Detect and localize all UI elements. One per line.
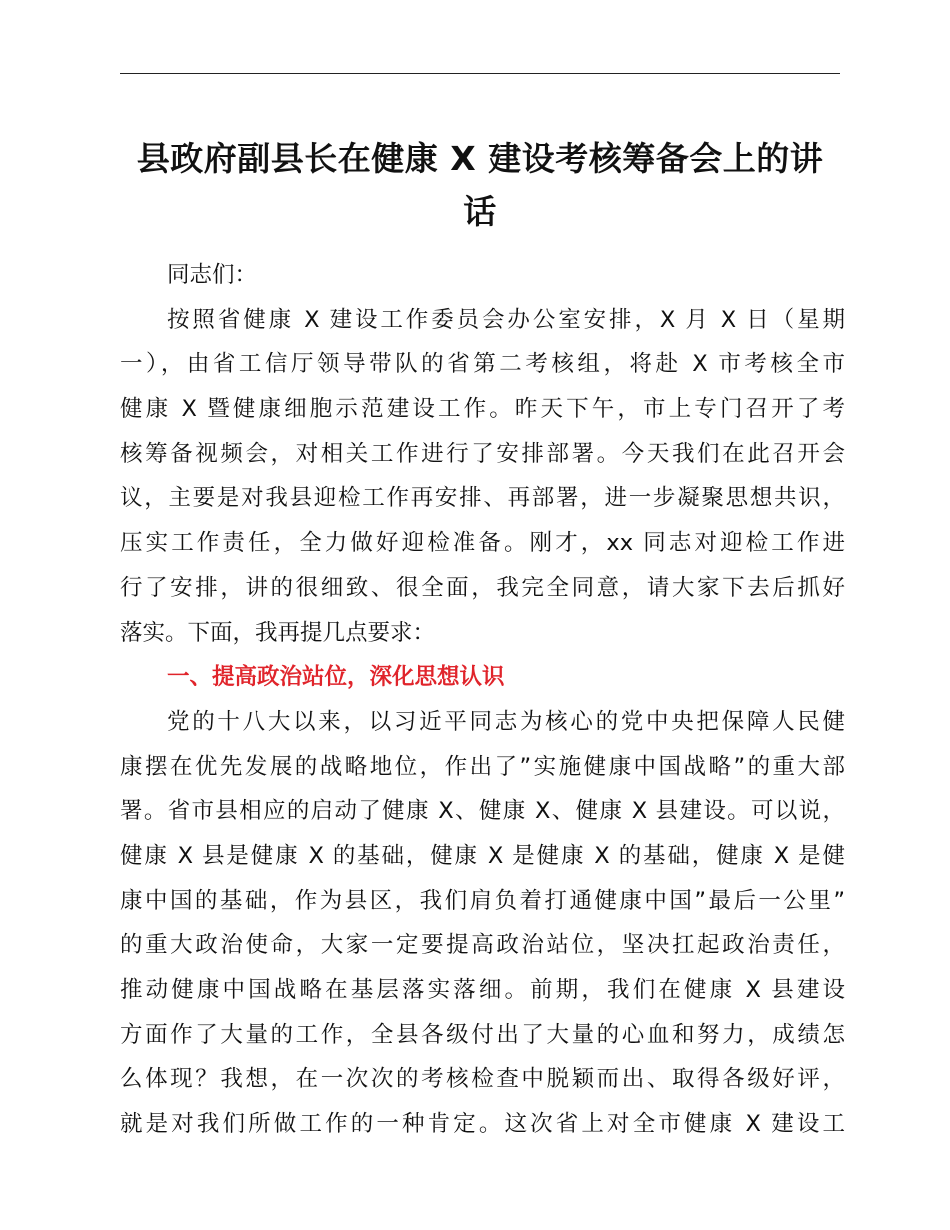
paragraph-1-line: 按照省健康 X 建设工作委员会办公室安排，X 月 X 日（星期	[167, 306, 845, 333]
paragraph-1-line: 一），由省工信厅领导带队的省第二考核组，将赴 X 市考核全市	[120, 351, 845, 378]
paragraph-2-line: 康中国的基础，作为县区，我们肩负着打通健康中国”最后一公里”	[120, 887, 845, 914]
paragraph-2-line: 康摆在优先发展的战略地位，作出了”实施健康中国战略”的重大部	[120, 753, 845, 780]
paragraph-1-line: 行了安排，讲的很细致、很全面，我完全同意，请大家下去后抓好	[120, 574, 845, 601]
paragraph-2-line: 方面作了大量的工作，全县各级付出了大量的心血和努力，成绩怎	[120, 1021, 845, 1048]
greeting: 同志们：	[167, 262, 258, 288]
header-rule	[120, 73, 840, 74]
paragraph-1-line: 落实。下面，我再提几点要求：	[120, 619, 436, 646]
paragraph-2-line: 推动健康中国战略在基层落实落细。前期，我们在健康 X 县建设	[120, 977, 845, 1003]
paragraph-1-line: 核筹备视频会，对相关工作进行了安排部署。今天我们在此召开会	[120, 440, 845, 467]
paragraph-2-line: 的重大政治使命，大家一定要提高政治站位，坚决扛起政治责任，	[120, 932, 845, 959]
paragraph-2-line: 就是对我们所做工作的一种肯定。这次省上对全市健康 X 建设工	[120, 1111, 845, 1138]
paragraph-1-line: 健康 X 暨健康细胞示范建设工作。昨天下午，市上专门召开了考	[120, 396, 845, 423]
document-title-line-1: 县政府副县长在健康 X 建设考核筹备会上的讲	[136, 139, 824, 178]
paragraph-1-line: 压实工作责任，全力做好迎检准备。刚才，xx 同志对迎检工作进	[120, 530, 845, 557]
paragraph-2-line: 署。省市县相应的启动了健康 X、健康 X、健康 X 县建设。可以说，	[120, 798, 845, 825]
paragraph-2-line: 党的十八大以来，以习近平同志为核心的党中央把保障人民健	[167, 708, 845, 735]
document-body	[120, 253, 845, 1147]
paragraph-2-line: 么体现？我想，在一次次的考核检查中脱颖而出、取得各级好评，	[120, 1066, 845, 1093]
paragraph-2-line: 健康 X 县是健康 X 的基础，健康 X 是健康 X 的基础，健康 X 是健	[120, 842, 845, 869]
document-title-line-2: 话	[463, 192, 497, 231]
paragraph-1-line: 议，主要是对我县迎检工作再安排、再部署，进一步凝聚思想共识，	[120, 485, 845, 512]
section-1-heading: 一、提高政治站位，深化思想认识	[167, 664, 505, 691]
